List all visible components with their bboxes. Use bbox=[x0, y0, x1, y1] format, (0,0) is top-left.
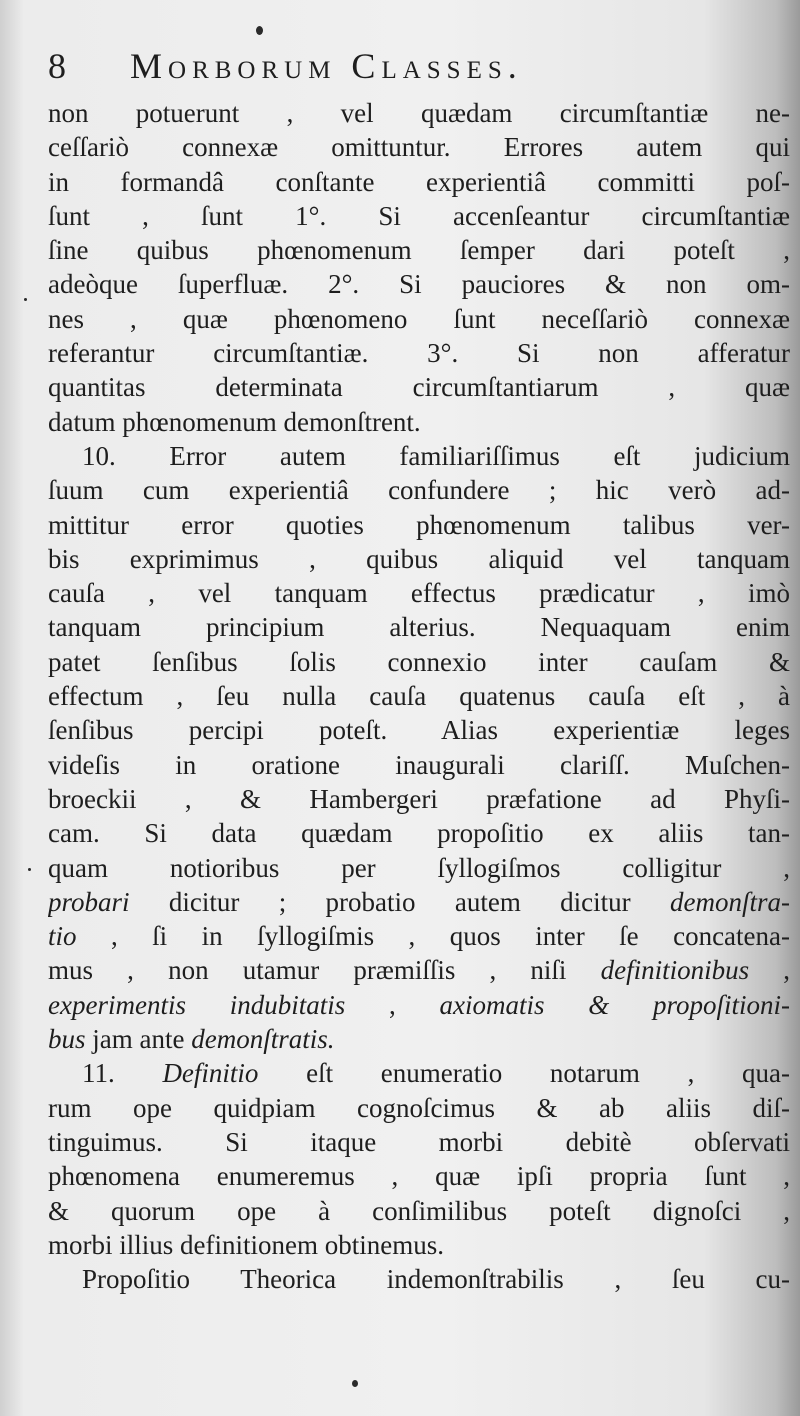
text-line bbox=[48, 953, 790, 987]
text-segment: , ſi in ſyllogiſmis , quos inter ſe concatena- bbox=[76, 921, 790, 952]
text-line: ſunt , ſunt 1°. Si accenſeantur circumſtantiæ bbox=[48, 200, 790, 231]
text-line: mittitur error quoties phœnomenum talibus ver- bbox=[48, 509, 790, 540]
text-line: effectum , ſeu nulla cauſa quatenus cauſa eſt , à bbox=[48, 681, 790, 712]
page-header bbox=[48, 44, 788, 92]
text-line bbox=[48, 919, 790, 953]
text-line: tanquam principium alterius. Nequaquam enim bbox=[48, 612, 790, 643]
text-line: bis exprimimus , quibus aliquid vel tanquam bbox=[48, 543, 790, 574]
text-line bbox=[48, 1022, 790, 1056]
text-line: datum phœnomenum demonſtrent. bbox=[48, 406, 421, 437]
italic-term: axiomatis & propoſitioni- bbox=[439, 989, 790, 1020]
text-segment: , bbox=[345, 989, 440, 1020]
text-segment: 11. bbox=[82, 1058, 163, 1089]
italic-term: experimentis indubitatis bbox=[48, 989, 346, 1020]
text-line: non potuerunt , vel quædam circumſtantiæ ne- bbox=[48, 98, 790, 128]
text-line: tinguimus. Si itaque morbi debitè obſervati bbox=[48, 1126, 790, 1157]
italic-term: bus bbox=[48, 1024, 86, 1055]
text-line: ſine quibus phœnomenum ſemper dari poteſt , bbox=[48, 235, 790, 266]
text-line: videſis in oratione inaugurali clariſſ. Muſchen- bbox=[48, 749, 790, 780]
text-line: in formandâ conſtante experientiâ committi poſ- bbox=[48, 166, 790, 197]
running-head: Morborum Classes. bbox=[130, 46, 523, 86]
italic-term: demonſtra- bbox=[670, 886, 790, 917]
italic-term: definitionibus bbox=[600, 955, 750, 986]
text-segment: eſt enumeratio notarum , qua- bbox=[258, 1058, 790, 1089]
text-line: quam notioribus per ſyllogiſmos colligitur , bbox=[48, 852, 790, 883]
text-line: cam. Si data quædam propoſitio ex aliis tan- bbox=[48, 818, 790, 849]
text-line: ſenſibus percipi poteſt. Alias experientiæ leges bbox=[48, 715, 790, 746]
text-segment: jam ante bbox=[85, 1024, 192, 1055]
page-number: 8 bbox=[48, 46, 66, 86]
text-line bbox=[48, 988, 790, 1022]
text-line: Propoſitio Theorica indemonſtrabilis , ſeu cu- bbox=[82, 1264, 790, 1295]
text-line: broeckii , & Hambergeri præfatione ad Phyſi- bbox=[48, 783, 790, 814]
text-line: referantur circumſtantiæ. 3°. Si non afferatur bbox=[48, 338, 790, 369]
text-segment: , bbox=[749, 955, 790, 986]
text-line: nes , quæ phœnomeno ſunt neceſſariò connexæ bbox=[48, 303, 790, 334]
text-line: morbi illius definitionem obtinemus. bbox=[48, 1229, 444, 1260]
italic-term: probari bbox=[48, 886, 130, 917]
text-line: patet ſenſibus ſolis connexio inter cauſam & bbox=[48, 646, 790, 677]
text-line: 10. Error autem familiariſſimus eſt judicium bbox=[82, 440, 790, 471]
italic-term: tio bbox=[48, 921, 77, 952]
text-line: cauſa , vel tanquam effectus prædicatur , imò bbox=[48, 578, 790, 609]
text-line bbox=[48, 885, 790, 919]
text-segment: mus , non utamur præmiſſis , niſi bbox=[48, 955, 601, 986]
text-line: ſuum cum experientiâ confundere ; hic verò ad- bbox=[48, 475, 790, 506]
text-segment: dicitur ; probatio autem dicitur bbox=[129, 886, 671, 917]
italic-term: Definitio bbox=[162, 1058, 259, 1089]
text-line: rum ope quidpiam cognoſcimus & ab aliis diſ- bbox=[48, 1092, 790, 1123]
body-text bbox=[48, 96, 790, 1296]
text-line: adeòque ſuperfluæ. 2°. Si pauciores & non om- bbox=[48, 269, 790, 300]
text-line bbox=[48, 1056, 790, 1090]
text-line: & quorum ope à conſimilibus poteſt dignoſci , bbox=[48, 1195, 790, 1226]
italic-term: demonſtratis. bbox=[191, 1024, 335, 1055]
text-line: quantitas determinata circumſtantiarum , quæ bbox=[48, 372, 790, 403]
text-line: phœnomena enumeremus , quæ ipſi propria ſunt , bbox=[48, 1161, 790, 1192]
text-line: ceſſariò connexæ omittuntur. Errores autem qui bbox=[48, 132, 790, 163]
